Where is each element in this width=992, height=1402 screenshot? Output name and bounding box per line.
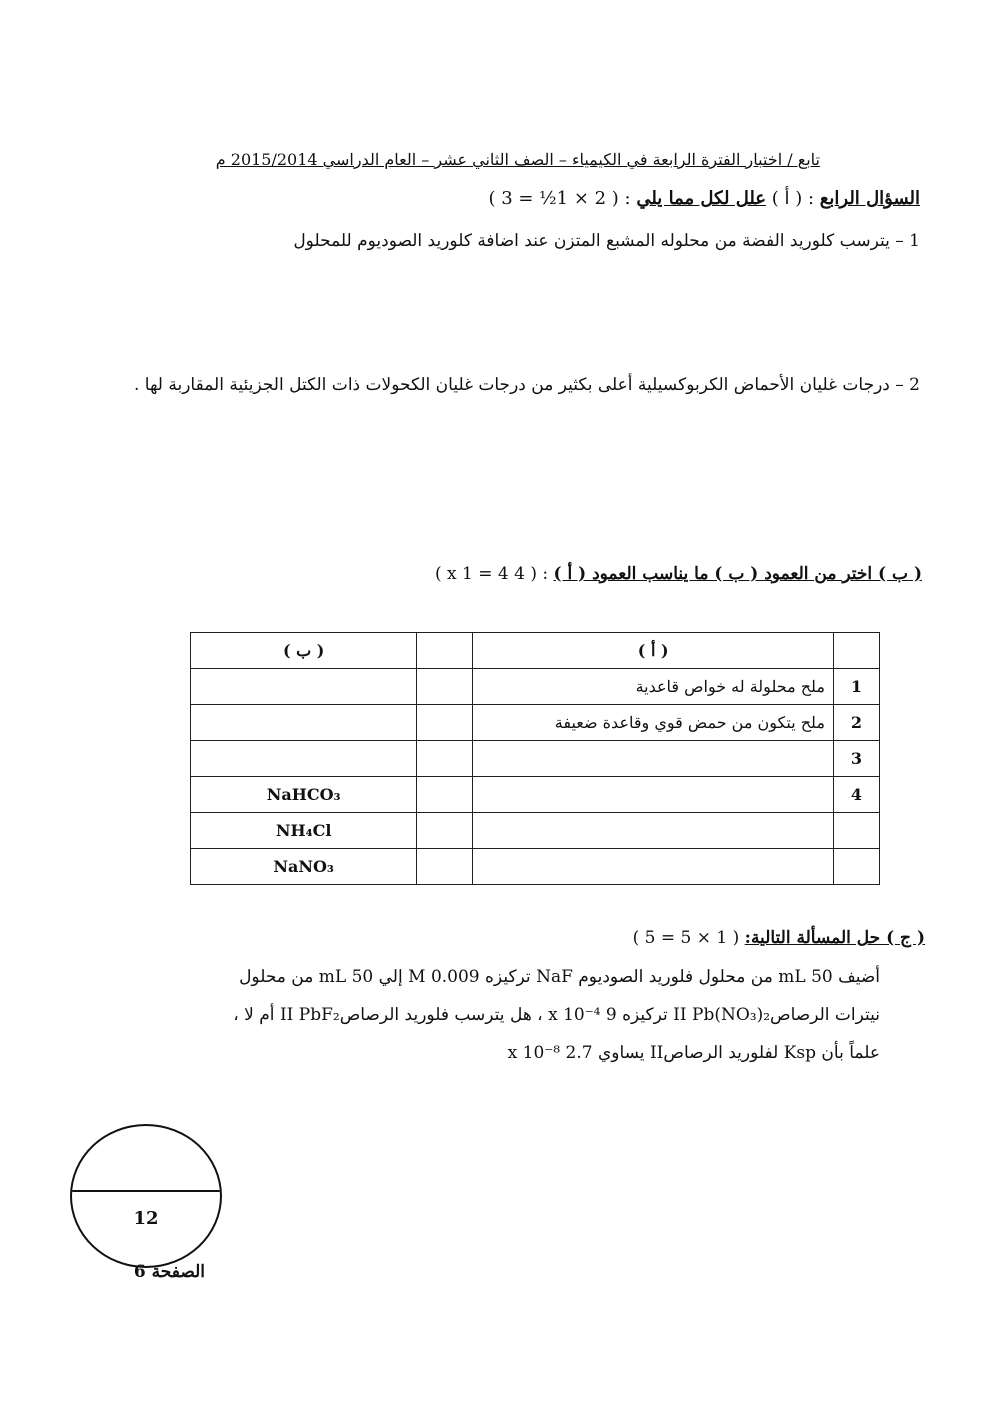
answer-cell[interactable] [417,705,473,741]
part-a-label: : ( أ ) [771,188,815,209]
answer-cell[interactable] [417,813,473,849]
row-number [833,813,879,849]
column-a-cell [473,741,834,777]
part-a-marks: : ( 2 × 1½ = 3 ) [488,188,631,209]
column-b-cell: NaNO₃ [191,849,417,885]
answer-cell[interactable] [417,633,473,669]
column-b-cell: NH₄Cl [191,813,417,849]
column-b-cell [191,741,417,777]
part-a-instruction: علل لكل مما يلي [636,188,767,209]
question-item-2: 2 – درجات غليان الأحماض الكربوكسيلية أعلى بكثير من درجات غليان الكحولات ذات الكتل الجزيئية المقاربة لها . [133,375,920,395]
matching-table [190,632,880,885]
question-item-1: 1 – يترسب كلوريد الفضة من محلوله المشبع المتزن عند اضافة كلوريد الصوديوم للمحلول [293,231,920,251]
column-a-cell [473,813,834,849]
row-number: 4 [833,777,879,813]
column-b-header: ( ب ) [191,633,417,669]
row-number: 1 [833,669,879,705]
problem-line-3: علماً بأن Ksp لفلوريد الرصاصII يساوي 2.7 x 10⁻⁸ [507,1043,880,1063]
column-a-cell: ملح يتكون من حمض قوي وقاعدة ضعيفة [473,705,834,741]
table-row [191,705,880,741]
part-c-marks: ( 1 × 5 = 5 ) [632,928,740,948]
number-cell [833,633,879,669]
page-header: تابع / اختبار الفترة الرابعة في الكيمياء – الصف الثاني عشر – العام الدراسي 2015/2014 م [215,150,820,169]
total-score: 12 [133,1208,159,1229]
part-b-marks: : ( 4 x 1 = 4 ) [434,564,549,584]
column-a-cell [473,849,834,885]
score-divider [72,1190,220,1192]
table-row [191,777,880,813]
row-number: 3 [833,741,879,777]
part-c-heading [580,928,925,948]
part-b-heading [400,564,922,584]
part-c-instruction: ( ج ) حل المسألة التالية: [744,928,925,948]
problem-line-1: أضيف 50 mL من محلول فلوريد الصوديوم NaF تركيزه 0.009 M إلي 50 mL من محلول [239,967,880,987]
table-row [191,813,880,849]
column-b-cell [191,669,417,705]
column-b-cell [191,705,417,741]
column-a-cell [473,777,834,813]
question-4-heading [440,188,920,209]
column-a-header: ( أ ) [473,633,834,669]
page-number: الصفحة 6 [133,1262,205,1282]
table-row [191,741,880,777]
table-header-row [191,633,880,669]
row-number: 2 [833,705,879,741]
answer-cell[interactable] [417,741,473,777]
table-row [191,849,880,885]
row-number [833,849,879,885]
problem-line-2: نيترات الرصاصII Pb(NO₃)₂ تركيزه 9 x 10⁻⁴ ، هل يترسب فلوريد الرصاصII PbF₂ أم لا ، [233,1005,880,1025]
column-a-cell: ملح محلولة له خواص قاعدية [473,669,834,705]
answer-cell[interactable] [417,849,473,885]
part-b-instruction: ( ب ) اختر من العمود ( ب ) ما يناسب العمود ( أ ) [553,564,922,584]
answer-cell[interactable] [417,669,473,705]
table-row [191,669,880,705]
question-4-title: السؤال الرابع [819,188,920,209]
score-circle [70,1124,222,1268]
answer-cell[interactable] [417,777,473,813]
column-b-cell: NaHCO₃ [191,777,417,813]
